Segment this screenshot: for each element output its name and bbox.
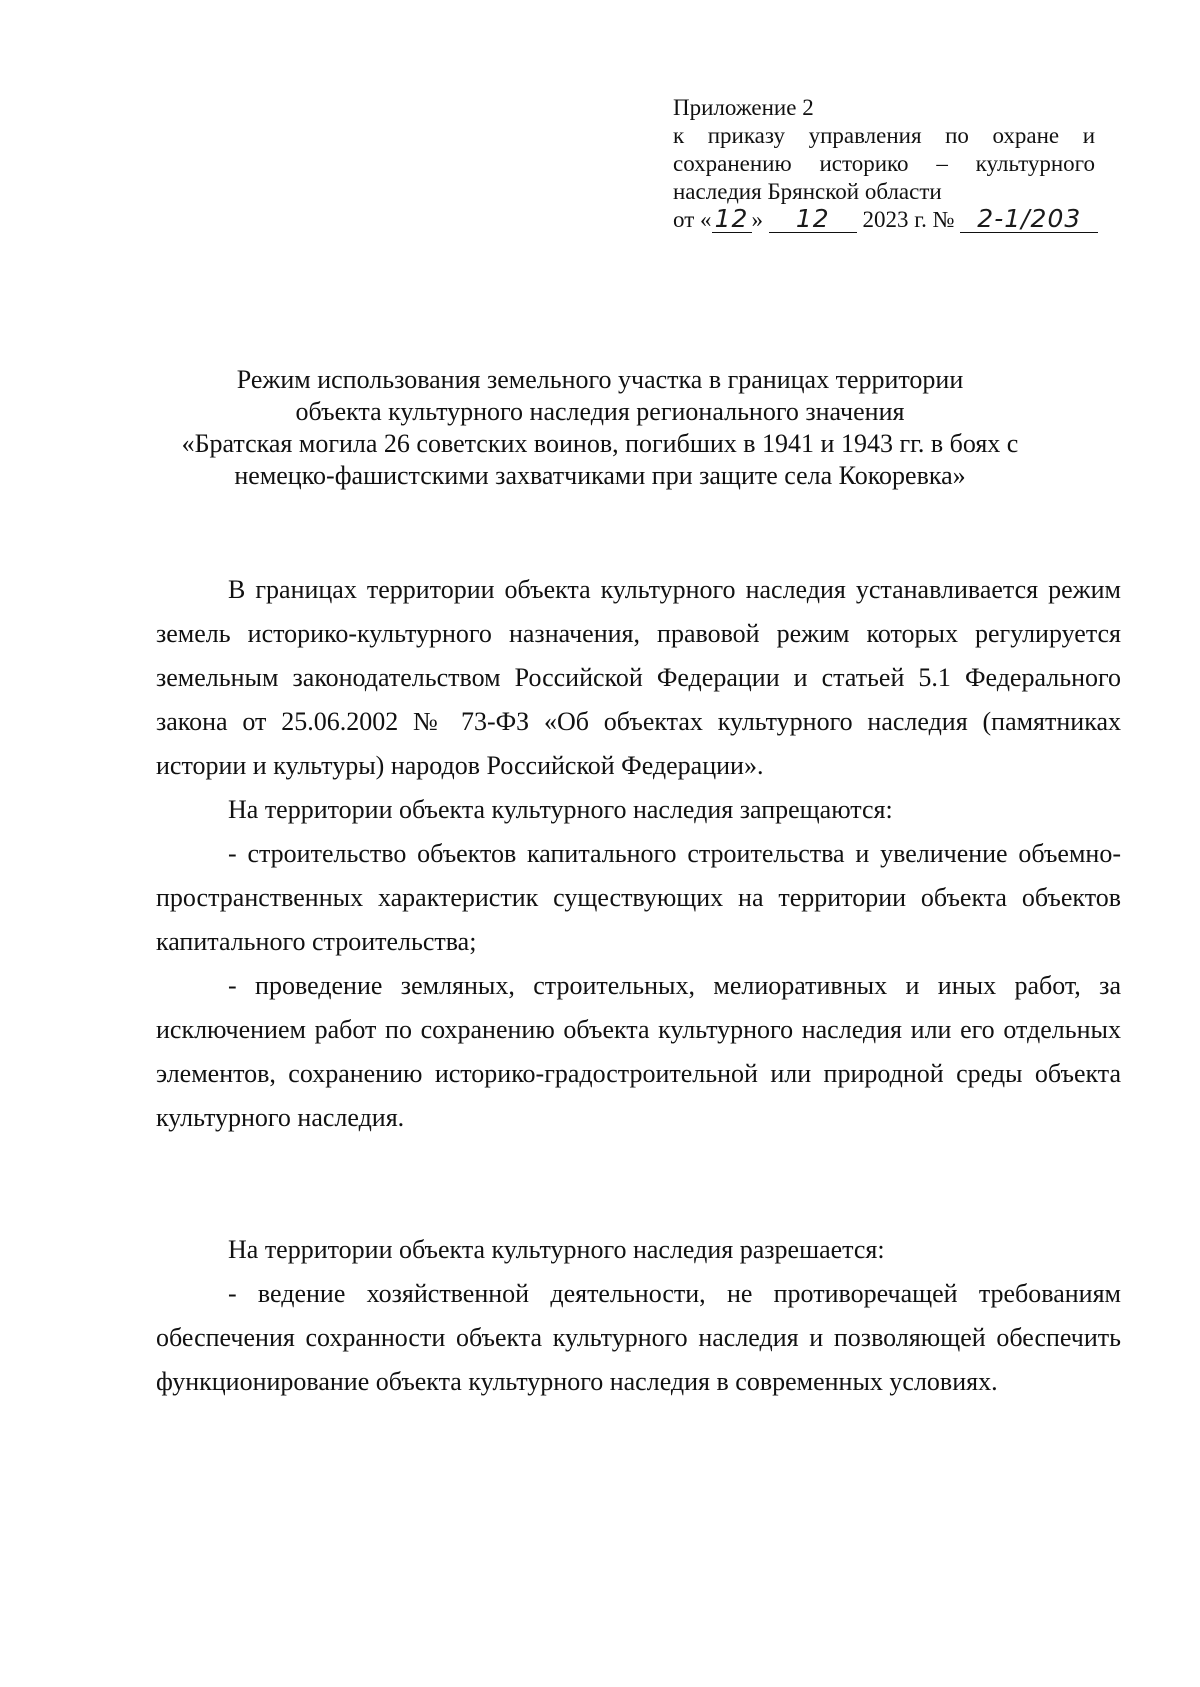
body-section-permissions [156,1228,1121,1404]
body-section-prohibitions [156,568,1121,1140]
paragraph-prohibited-works: - проведение земляных, строительных, мелиоративных и иных работ, за исключением работ по сохранению объекта культурного наследия или его отдельных элементов, сохранению историко-градостроительной или природной среды объекта культурного наследия. [156,971,1121,1132]
paragraph-prohibited-heading: На территории объекта культурного наследия запрещаются: [228,795,893,824]
document-title [150,364,1050,492]
handwritten-month: 12 [769,206,857,233]
paragraph-allowed-activity: - ведение хозяйственной деятельности, не противоречащей требованиям обеспечения сохранности объекта культурного наследия и позволяющей обеспечить функционирование объекта культурного наследия в современных условиях. [156,1279,1121,1396]
annex-line-1: к приказу управления по охране и [673,123,1095,148]
date-mid: » [751,207,763,232]
annex-block [673,94,1095,234]
annex-line-2: сохранению историко – культурного [673,151,1095,176]
annex-date-line [673,206,1095,234]
paragraph-regime: В границах территории объекта культурного наследия устанавливается режим земель историко-культурного назначения, правовой режим которых регулируется земельным законодательством Российской Федерации и статьей 5.1 Федерального закона от 25.06.2002 № 73-ФЗ «Об объектах культурного наследия (памятниках истории и культуры) народов Российской Федерации». [156,575,1121,780]
handwritten-day: 12 [712,206,752,233]
paragraph-allowed-heading: На территории объекта культурного наследия разрешается: [228,1235,885,1264]
title-line-1: Режим использования земельного участка в границах территории [236,365,964,394]
annex-line-3: наследия Брянской области [673,179,942,204]
title-line-4: немецко-фашистскими захватчиками при защите села Кокоревка» [234,461,966,490]
year-text: 2023 г. № [862,207,955,232]
date-prefix: от « [673,207,712,232]
title-line-2: объекта культурного наследия регионального значения [295,397,905,426]
handwritten-order-number: 2-1/203 [960,206,1098,233]
title-line-3: «Братская могила 26 советских воинов, погибших в 1941 и 1943 гг. в боях с [181,429,1019,458]
annex-heading: Приложение 2 [673,95,814,120]
paragraph-prohibited-construction: - строительство объектов капитального строительства и увеличение объемно-пространственных характеристик существующих на территории объекта объектов капитального строительства; [156,839,1121,956]
